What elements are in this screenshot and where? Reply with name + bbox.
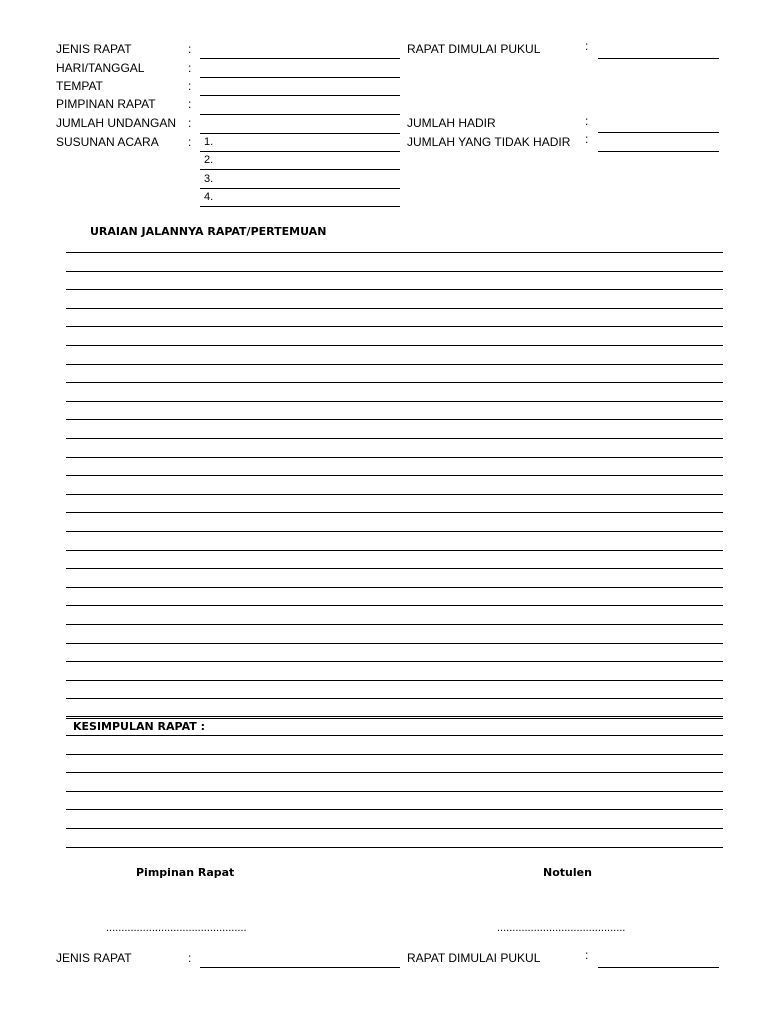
uraian-writing-line-24 bbox=[66, 680, 723, 681]
field-line-hari-tanggal bbox=[200, 77, 400, 78]
footer-label-jenis-rapat: JENIS RAPAT bbox=[56, 951, 132, 965]
field-line-tempat bbox=[200, 95, 400, 96]
agenda-line-1 bbox=[200, 151, 400, 152]
colon-rapat-dimulai: : bbox=[585, 39, 589, 53]
uraian-writing-line-14 bbox=[66, 494, 723, 495]
uraian-writing-line-2 bbox=[66, 271, 723, 272]
uraian-writing-line-5 bbox=[66, 326, 723, 327]
uraian-writing-line-18 bbox=[66, 568, 723, 569]
uraian-writing-line-17 bbox=[66, 550, 723, 551]
label-susunan-acara: SUSUNAN ACARA bbox=[56, 135, 159, 149]
signature-title-pimpinan: Pimpinan Rapat bbox=[136, 866, 235, 879]
agenda-line-3 bbox=[200, 188, 400, 189]
uraian-writing-line-11 bbox=[66, 438, 723, 439]
field-line-rapat-dimulai bbox=[598, 58, 719, 59]
kesimpulan-top-rule-1 bbox=[66, 716, 723, 717]
label-jumlah-tidak-hadir: JUMLAH YANG TIDAK HADIR bbox=[407, 135, 571, 149]
footer-field-line-jenis-rapat bbox=[200, 967, 400, 968]
uraian-writing-line-8 bbox=[66, 382, 723, 383]
agenda-item-2: 2. bbox=[204, 154, 214, 166]
agenda-item-1: 1. bbox=[204, 136, 214, 148]
colon-pimpinan-rapat: : bbox=[188, 97, 192, 111]
field-line-jumlah-hadir bbox=[598, 132, 719, 133]
uraian-writing-line-9 bbox=[66, 401, 723, 402]
colon-jumlah-tidak-hadir: : bbox=[585, 132, 589, 146]
field-line-jumlah-undangan bbox=[200, 133, 400, 134]
kesimpulan-writing-line-4 bbox=[66, 791, 723, 792]
label-jenis-rapat: JENIS RAPAT bbox=[56, 42, 132, 56]
footer-field-line-rapat-dimulai bbox=[598, 967, 719, 968]
label-pimpinan-rapat: PIMPINAN RAPAT bbox=[56, 97, 156, 111]
uraian-writing-line-7 bbox=[66, 364, 723, 365]
kesimpulan-writing-line-6 bbox=[66, 828, 723, 829]
colon-jumlah-hadir: : bbox=[585, 114, 589, 128]
signature-line-notulen: .......................................... bbox=[497, 922, 626, 934]
kesimpulan-writing-line-1 bbox=[66, 735, 723, 736]
agenda-line-4 bbox=[200, 206, 400, 207]
uraian-writing-line-12 bbox=[66, 457, 723, 458]
label-tempat: TEMPAT bbox=[56, 79, 103, 93]
uraian-writing-line-19 bbox=[66, 587, 723, 588]
uraian-writing-line-23 bbox=[66, 661, 723, 662]
uraian-section-title: URAIAN JALANNYA RAPAT/PERTEMUAN bbox=[90, 225, 327, 238]
footer-colon-jenis-rapat: : bbox=[188, 951, 192, 965]
label-jumlah-hadir: JUMLAH HADIR bbox=[407, 116, 496, 130]
kesimpulan-writing-line-2 bbox=[66, 754, 723, 755]
kesimpulan-top-rule-2 bbox=[66, 718, 723, 719]
kesimpulan-writing-line-7 bbox=[66, 847, 723, 848]
colon-jenis-rapat: : bbox=[188, 42, 192, 56]
footer-label-rapat-dimulai: RAPAT DIMULAI PUKUL bbox=[407, 951, 541, 965]
label-rapat-dimulai-pukul: RAPAT DIMULAI PUKUL bbox=[407, 42, 541, 56]
colon-susunan-acara: : bbox=[188, 135, 192, 149]
uraian-writing-line-10 bbox=[66, 419, 723, 420]
field-line-jumlah-tidak-hadir bbox=[598, 151, 719, 152]
field-line-jenis-rapat bbox=[200, 58, 400, 59]
signature-title-notulen: Notulen bbox=[543, 866, 592, 879]
agenda-item-4: 4. bbox=[204, 191, 214, 203]
uraian-writing-line-13 bbox=[66, 475, 723, 476]
uraian-writing-line-4 bbox=[66, 308, 723, 309]
uraian-writing-line-1 bbox=[66, 252, 723, 253]
agenda-item-3: 3. bbox=[204, 173, 214, 185]
uraian-writing-line-3 bbox=[66, 289, 723, 290]
label-jumlah-undangan: JUMLAH UNDANGAN bbox=[56, 116, 177, 130]
kesimpulan-section-title: KESIMPULAN RAPAT : bbox=[73, 720, 205, 733]
field-line-pimpinan-rapat bbox=[200, 114, 400, 115]
uraian-writing-line-22 bbox=[66, 643, 723, 644]
footer-colon-rapat-dimulai: : bbox=[585, 948, 589, 962]
colon-jumlah-undangan: : bbox=[188, 116, 192, 130]
agenda-line-2 bbox=[200, 169, 400, 170]
uraian-writing-line-25 bbox=[66, 698, 723, 699]
kesimpulan-writing-line-3 bbox=[66, 772, 723, 773]
uraian-writing-line-15 bbox=[66, 512, 723, 513]
colon-tempat: : bbox=[188, 79, 192, 93]
signature-line-pimpinan: .............................................. bbox=[106, 922, 247, 934]
uraian-writing-line-21 bbox=[66, 624, 723, 625]
kesimpulan-writing-line-5 bbox=[66, 809, 723, 810]
label-hari-tanggal: HARI/TANGGAL bbox=[56, 61, 145, 75]
uraian-writing-line-16 bbox=[66, 531, 723, 532]
colon-hari-tanggal: : bbox=[188, 61, 192, 75]
uraian-writing-line-6 bbox=[66, 345, 723, 346]
uraian-writing-line-20 bbox=[66, 605, 723, 606]
